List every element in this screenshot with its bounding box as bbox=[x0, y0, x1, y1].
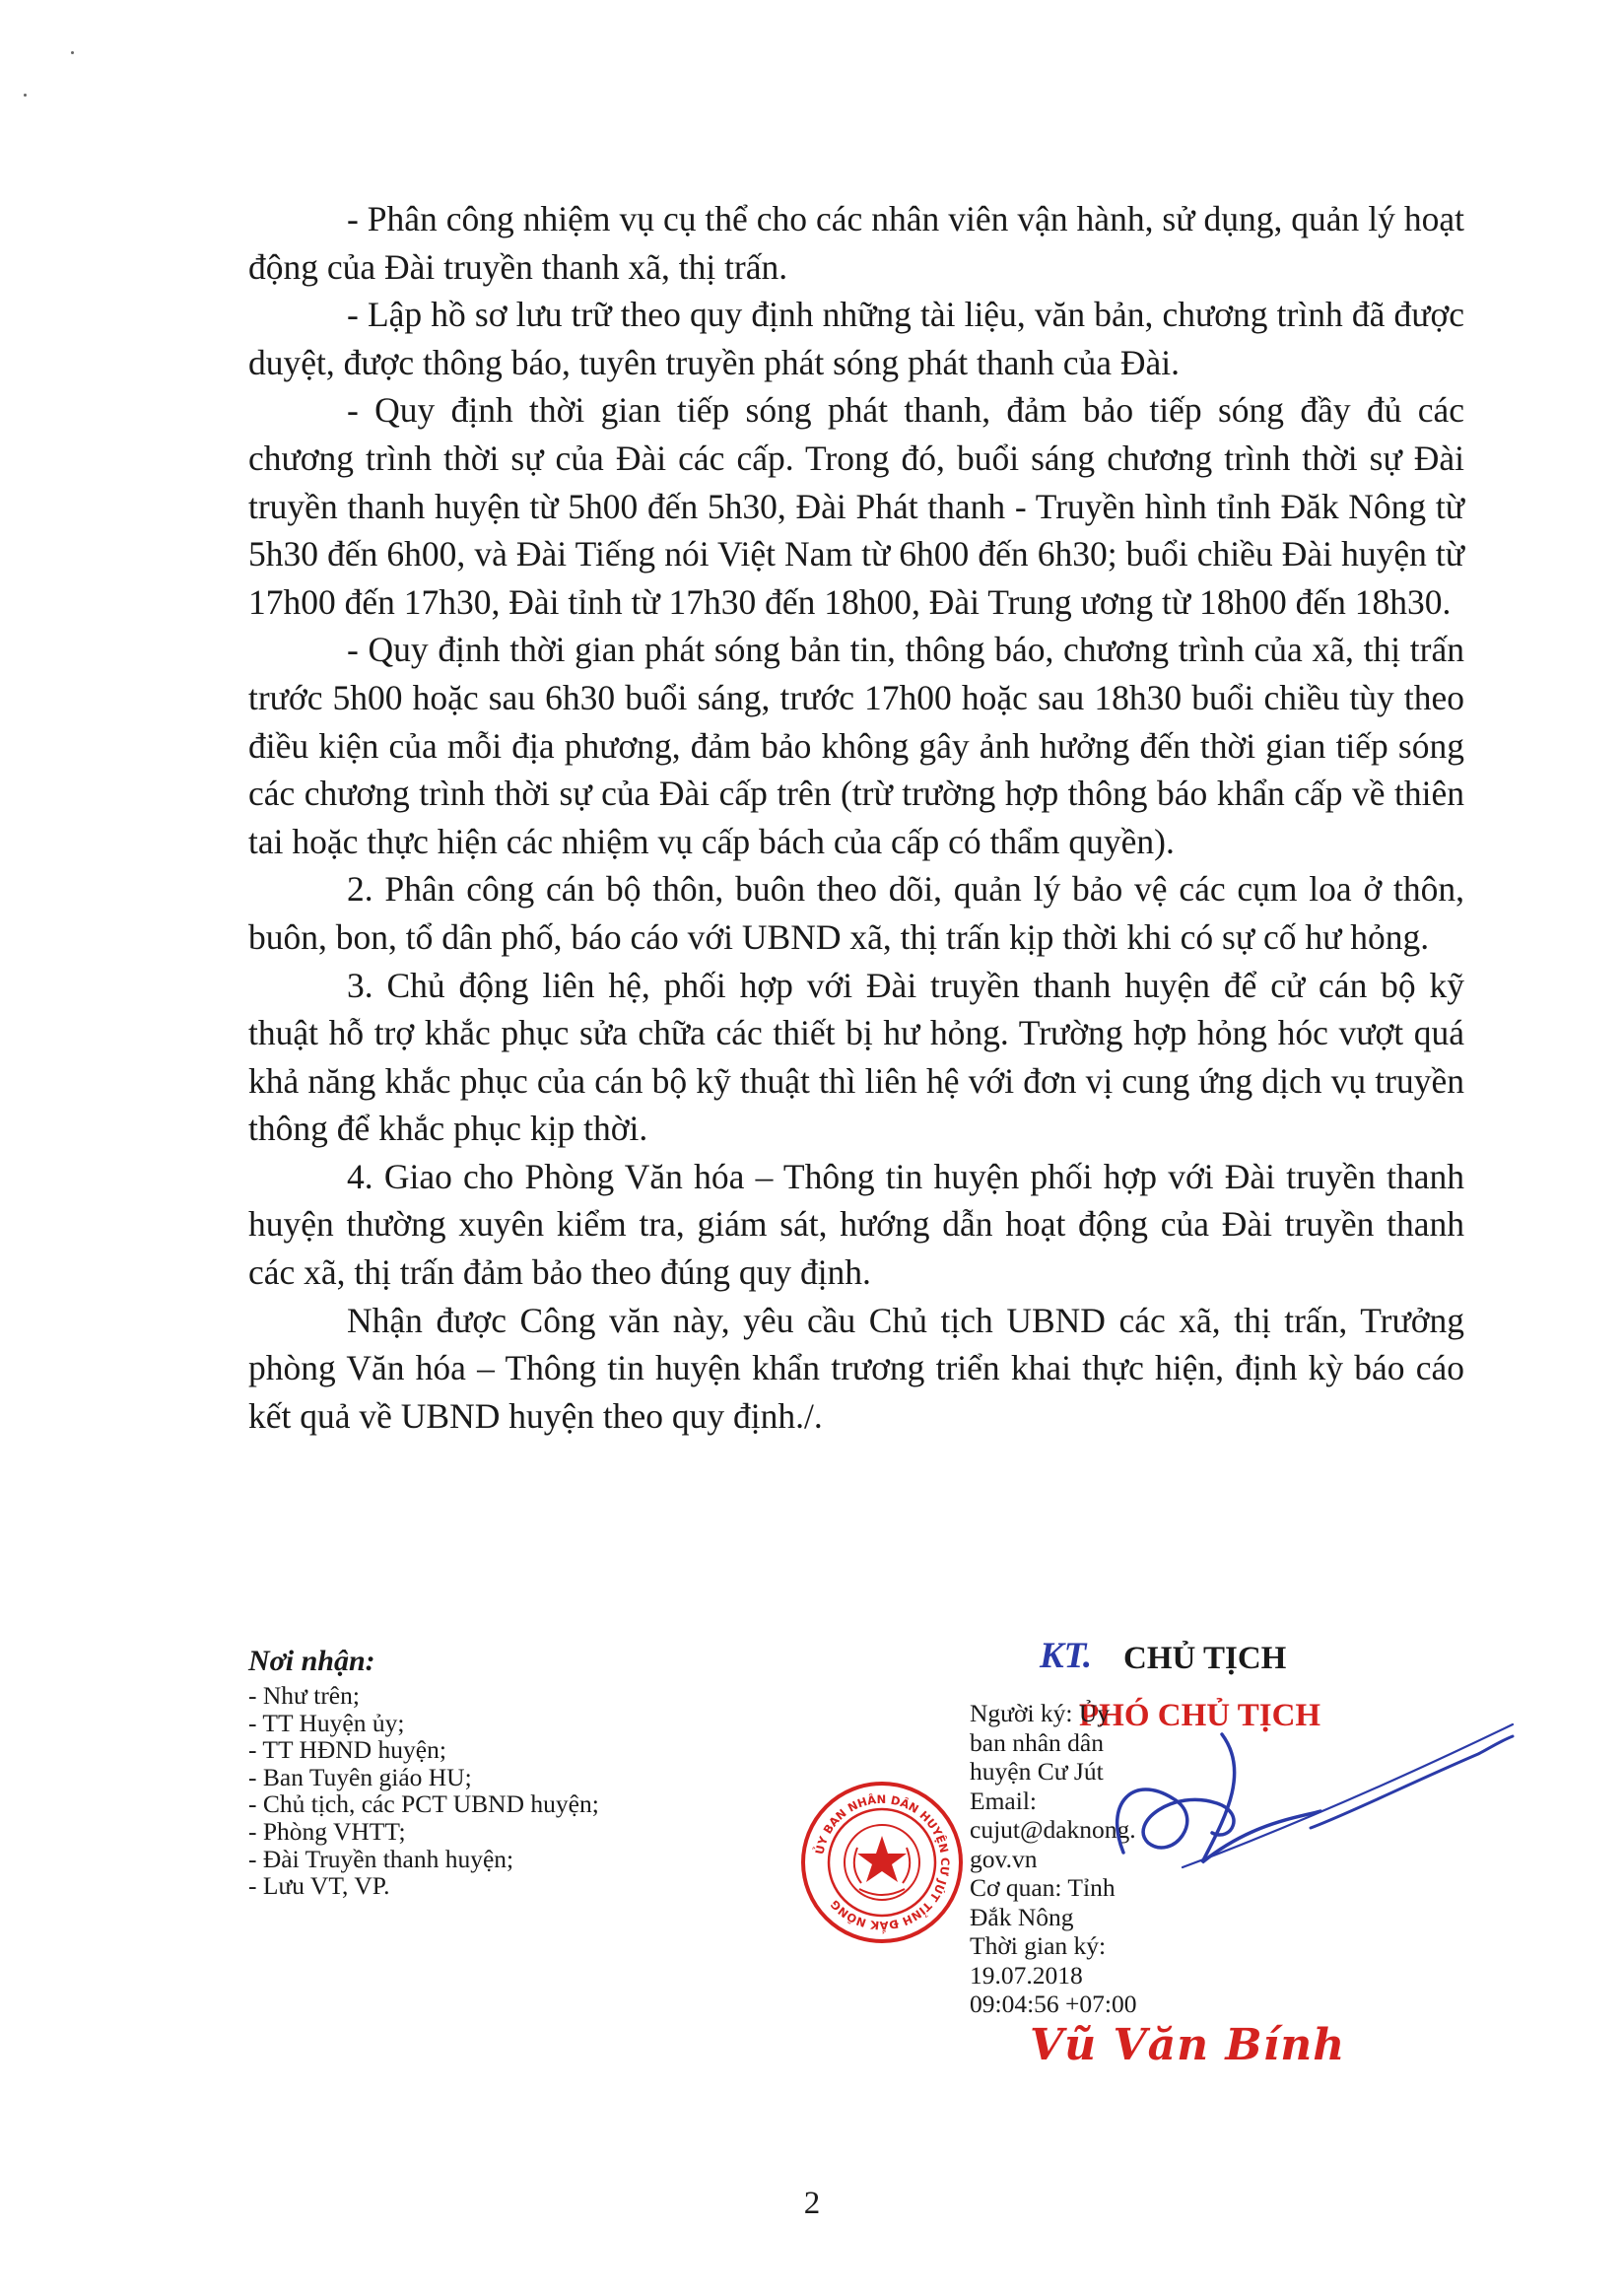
recipient-item: - Ban Tuyên giáo HU; bbox=[248, 1762, 472, 1791]
meta-line: cujut@daknong. bbox=[970, 1815, 1136, 1844]
signer-name: Vũ Văn Bính bbox=[1030, 2020, 1346, 2070]
recipient-item: - Đài Truyền thanh huyện; bbox=[248, 1844, 514, 1873]
recipient-item: - TT Huyện ủy; bbox=[248, 1708, 405, 1737]
recipient-item: - Lưu VT, VP. bbox=[248, 1871, 390, 1901]
meta-line: Email: bbox=[970, 1786, 1037, 1815]
meta-line: gov.vn bbox=[970, 1844, 1038, 1873]
page-number: 2 bbox=[803, 2186, 821, 2221]
paragraph: - Phân công nhiệm vụ cụ thể cho các nhân viên vận hành, sử dụng, quản lý hoạt động của Đài truyền thanh xã, thị trấn. bbox=[248, 199, 1464, 287]
paragraph: 3. Chủ động liên hệ, phối hợp với Đài truyền thanh huyện để cử cán bộ kỹ thuật hỗ trợ khắc phục sửa chữa các thiết bị hư hỏng. Trường hợp hỏng hóc vượt quá khả năng khắc phục của cán bộ kỹ thuật thì liên hệ với đơn vị cung ứng dịch vụ truyền thông để khắc phục kịp thời. bbox=[248, 965, 1464, 1149]
scan-speck bbox=[24, 94, 27, 97]
recipients-block bbox=[248, 1641, 800, 1900]
document-body bbox=[248, 195, 1464, 1440]
paragraph: - Quy định thời gian tiếp sóng phát thanh, đảm bảo tiếp sóng đầy đủ các chương trình thời sự của Đài các cấp. Trong đó, buổi sáng chương trình thời sự Đài truyền thanh huyện từ 5h00 đến 5h30, Đài Phát thanh - Truyền hình tỉnh Đăk Nông từ 5h30 đến 6h00, và Đài Tiếng nói Việt Nam từ 6h00 đến 6h30; buổi chiều Đài huyện từ 17h00 đến 17h30, Đài tỉnh từ 17h30 đến 18h00, Đài Trung ương từ 18h00 đến 18h30. bbox=[248, 390, 1464, 622]
recipient-item: - TT HĐND huyện; bbox=[248, 1735, 446, 1765]
recipients-title: Nơi nhận: bbox=[248, 1645, 375, 1677]
handwritten-signature bbox=[1025, 1695, 1518, 1902]
recipient-item: - Phòng VHTT; bbox=[248, 1816, 406, 1846]
meta-line: Thời gian ký: bbox=[970, 1931, 1107, 1960]
scan-speck bbox=[71, 51, 74, 54]
meta-line: huyện Cư Jút bbox=[970, 1757, 1104, 1786]
official-seal bbox=[798, 1779, 966, 1946]
meta-line: 19.07.2018 bbox=[970, 1960, 1083, 1990]
paragraph: - Quy định thời gian phát sóng bản tin, thông báo, chương trình của xã, thị trấn trước 5h00 hoặc sau 6h30 buổi sáng, trước 17h00 hoặc sau 18h30 buổi chiều tùy theo điều kiện của mỗi địa phương, đảm bảo không gây ảnh hưởng đến thời gian tiếp sóng các chương trình thời sự của Đài cấp trên (trừ trường hợp thông báo khẩn cấp về thiên tai hoặc thực hiện các nhiệm vụ cấp bách của cấp có thẩm quyền). bbox=[248, 630, 1464, 861]
paragraph: - Lập hồ sơ lưu trữ theo quy định những tài liệu, văn bản, chương trình đã được duyệt, được thông báo, tuyên truyền phát sóng phát thanh của Đài. bbox=[248, 295, 1464, 382]
meta-line: Đắk Nông bbox=[970, 1902, 1074, 1931]
paragraph: Nhận được Công văn này, yêu cầu Chủ tịch UBND các xã, thị trấn, Trưởng phòng Văn hóa – Thông tin huyện khẩn trương triển khai thực hiện, định kỳ báo cáo kết quả về UBND huyện theo quy định./. bbox=[248, 1300, 1464, 1436]
recipient-item: - Như trên; bbox=[248, 1681, 360, 1710]
kt-mark: KT. bbox=[1040, 1636, 1093, 1676]
vice-chairman-title: PHÓ CHỦ TỊCH bbox=[1079, 1698, 1321, 1733]
paragraph: 2. Phân công cán bộ thôn, buôn theo dõi, quản lý bảo vệ các cụm loa ở thôn, buôn, bon, tổ dân phố, báo cáo với UBND xã, thị trấn kịp thời khi có sự cố hư hỏng. bbox=[248, 869, 1464, 957]
meta-line: 09:04:56 +07:00 bbox=[970, 1990, 1137, 2018]
meta-line: Cơ quan: Tỉnh bbox=[970, 1873, 1116, 1902]
meta-line: Người ký: Ủy bbox=[970, 1699, 1111, 1727]
recipient-item: - Chủ tịch, các PCT UBND huyện; bbox=[248, 1789, 599, 1819]
paragraph: 4. Giao cho Phòng Văn hóa – Thông tin huyện phối hợp với Đài truyền thanh huyện thường xuyên kiểm tra, giám sát, hướng dẫn hoạt động của Đài truyền thanh các xã, thị trấn đảm bảo theo đúng quy định. bbox=[248, 1156, 1464, 1293]
recipients-list bbox=[248, 1682, 800, 1900]
svg-text:ỦY BAN NHÂN DÂN HUYỆN CƯ JÚT T: ỦY BAN NHÂN DÂN HUYỆN CƯ JÚT TỈNH ĐẮK NÔNG bbox=[812, 1791, 953, 1933]
chairman-title: CHỦ TỊCH bbox=[1123, 1641, 1287, 1676]
meta-line: ban nhân dân bbox=[970, 1727, 1104, 1757]
